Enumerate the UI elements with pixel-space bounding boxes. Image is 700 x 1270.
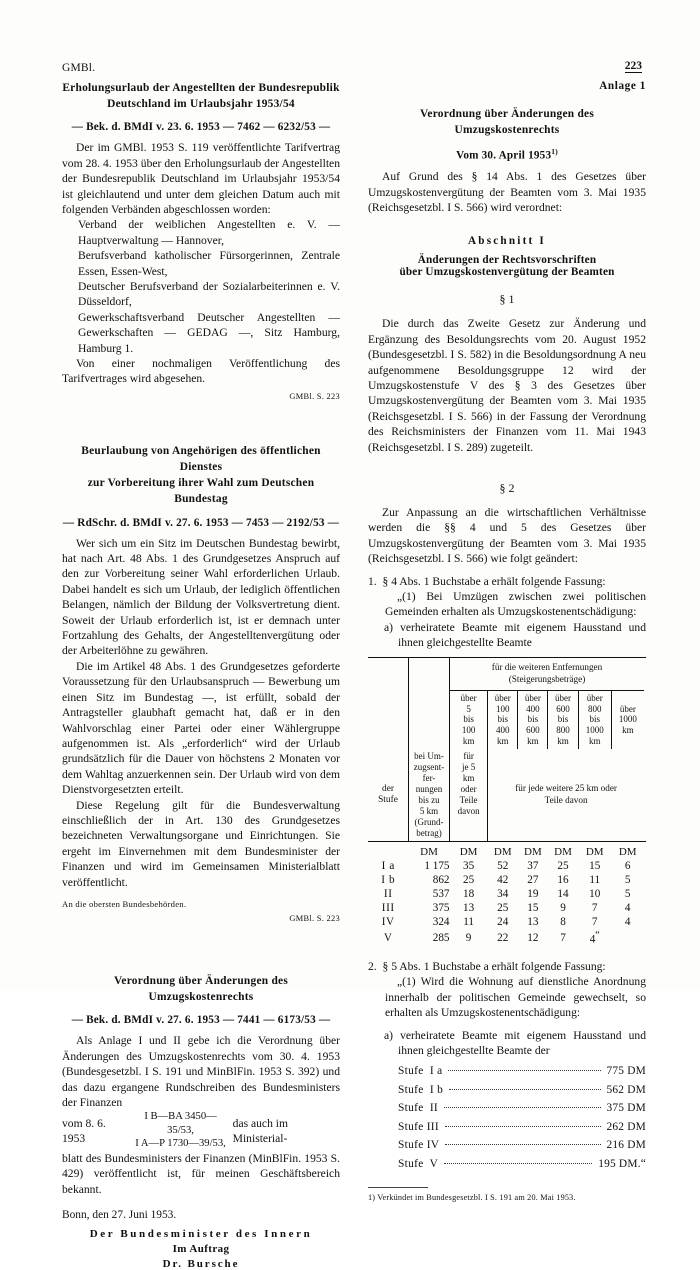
right-column — [368, 80, 646, 1204]
footnote-rule — [368, 1187, 428, 1188]
table-col-head-4: über 600 bis 800 km — [548, 690, 578, 749]
table-unit-cell: DM — [420, 846, 438, 859]
row-cell: 8 — [560, 916, 566, 929]
left-column — [62, 80, 340, 1270]
article3-reference: — Bek. d. BMdI v. 27. 6. 1953 — 7441 — 6173/53 — — [71, 1014, 331, 1027]
signature-order: Im Auftrag — [172, 1243, 230, 1256]
row-cell: 7 — [560, 932, 566, 944]
stufe-amount: 262 DM — [606, 1120, 646, 1133]
row-cell: 13 — [527, 916, 539, 929]
item-2 — [368, 959, 646, 974]
stufe-label: Stufe V — [398, 1157, 439, 1170]
article1-list-item: Deutscher Berufsverband der Sozialarbeiterinnen e. V. Düsseldorf, — [78, 280, 340, 309]
article-verordnung-bekanntmachung — [62, 973, 340, 1270]
stufe-amount: 375 DM — [606, 1102, 646, 1115]
stufe-amount: 195 DM.“ — [598, 1157, 646, 1170]
abschnitt-title — [368, 254, 646, 278]
signature-name: Dr. Bursche — [162, 1258, 240, 1270]
list-item — [398, 1118, 646, 1136]
span-title-line2: (Steigerungsbeträge) — [508, 673, 586, 684]
row-cell: 25 — [497, 902, 509, 915]
row-cell: 18 — [463, 888, 475, 901]
table-row — [368, 901, 646, 915]
dot-leader — [445, 1126, 601, 1127]
row-cell: 25 — [557, 860, 569, 873]
row-stufe: IV — [381, 916, 395, 929]
article1-paragraph-1: Der im GMBl. 1953 S. 119 veröffentlichte Tarifvertrag vom 28. 4. 1953 über den Erholungsurlaub der Angestellten der Bundesrepublik Deutschland im Urlaubsjahr 1953/54 ist gleichlautend und unter dem gleichen Datum auch mit folgenden Verbänden abgeschlossen worden: — [62, 141, 340, 216]
running-head: GMBl. — [62, 62, 96, 74]
closing-quote: “ — [595, 930, 600, 942]
table-col-head-1: über 5 bis 100 km — [450, 690, 488, 749]
page-number: 223 — [624, 60, 642, 72]
item-1 — [368, 574, 646, 589]
list-item — [398, 1155, 646, 1173]
verordnung-preamble: Auf Grund des § 14 Abs. 1 des Gesetzes über Umzugskostenvergütung der Beamten vom 3. Mai 1935 (Reichsgesetzbl. I S. 566) wird verordnet: — [368, 170, 646, 214]
stufe-label: Stufe III — [398, 1120, 439, 1133]
table-unit-row — [368, 842, 646, 860]
row-cell: 19 — [527, 888, 539, 901]
abschnitt-title-line2: über Umzugskostenvergütung der Beamten — [399, 266, 615, 279]
paragraph-2-text: Zur Anpassung an die wirtschaftlichen Verhältnisse werden die §§ 4 und 5 des Gesetzes über Umzugskostenvergütung der Beamten vom 3. Mai 1935 (Reichsgesetzbl. I S. 566) wie folgt geändert: — [368, 505, 646, 566]
list-item — [398, 1062, 646, 1080]
umzugskosten-rate-table — [368, 657, 646, 947]
row-cell: 16 — [557, 874, 569, 887]
article3-date: vom 8. 6. 1953 — [62, 1116, 106, 1145]
row-cell: 537 — [432, 888, 450, 901]
paragraph-1-text: Die durch das Zweite Gesetz zur Änderung und Ergänzung des Besoldungsrechts vom 20. August 1952 (Bundesgesetzbl. I S. 582) in die Besoldungsordnung A neu aufgenommene Besoldungsgruppe 12 wird der Umzugskostenstufe V des § 3 des Gesetzes über Umzugskostenvergütung der Beamten vom 3. Mai 1935 (Reichsgesetzbl. I S. 566) in der Fassung der Verordnung des Reichsministers der Finanzen vom 11. Mai 1943 (Reichsgesetzbl. I S. 289) zugeteilt. — [368, 317, 646, 454]
stufe-amount: 216 DM — [606, 1139, 646, 1152]
article3-place-date: Bonn, den 27. Juni 1953. — [62, 1209, 177, 1222]
row-stufe: II — [383, 888, 393, 901]
stufe-label: Stufe IV — [398, 1139, 440, 1152]
row-cell: 15 — [589, 860, 601, 873]
footnote-marker: 1) — [551, 147, 558, 157]
row-cell: 375 — [432, 902, 450, 915]
row-cell-value: 4 — [589, 933, 596, 946]
item-1-alpha-a: a) verheiratete Beamte mit eigenem Hausstand und ihnen gleichgestellte Beamte — [384, 620, 646, 650]
table-unit-cell: DM — [493, 846, 512, 859]
article2-title-line2: zur Vorbereitung ihrer Wahl zum Deutschen Bundestag — [87, 477, 315, 506]
span-title-line1: für die weiteren Entfernungen — [491, 661, 603, 672]
article2-paragraph-2: Die im Artikel 48 Abs. 1 des Grundgesetzes geforderte Voraussetzung für den Urlaubsanspruch — Bewerbung um einen Sitz im Bundestag —, ist erfüllt, sobald der Antragsteller glaubhaft gemacht hat, daß er in den Wahlvorschlag einer Partei oder einer Wählergruppe aufgenommen ist. Als „erforderlich“ wird der Urlaub grundsätzlich für die Dauer von höchstens 2 Monaten vor dem Wahltag anzuerkennen sein. Der Urlaub wird von dem Dienstvorgesetzten erteilt. — [62, 659, 340, 797]
row-cell: 10 — [589, 888, 601, 901]
stufe-head-line2: Stufe — [378, 795, 398, 806]
article1-list-item: Berufsverband katholischer Fürsorgerinnen, Zentrale Essen, Essen-West, — [78, 249, 340, 278]
table-row — [368, 929, 646, 947]
article1-source: GMBl. S. 223 — [289, 391, 340, 401]
stufe-label: Stufe I a — [398, 1065, 443, 1078]
stufe-amount: 775 DM — [606, 1065, 646, 1078]
table-row — [368, 887, 646, 901]
dot-leader — [449, 1089, 600, 1090]
dot-leader — [444, 1107, 600, 1108]
stufe-head-line1: der — [382, 783, 394, 794]
row-cell: 9 — [560, 902, 566, 915]
article3-file-refs — [133, 1110, 227, 1151]
row-cell: 42 — [497, 874, 509, 887]
dot-leader — [444, 1163, 592, 1164]
article3-paragraph-1b: das auch im Ministerial- — [232, 1116, 289, 1145]
article3-title: Verordnung über Änderungen des Umzugskostenrechts — [113, 974, 289, 1004]
increment-rest-line1: für jede weitere 25 km oder — [515, 783, 617, 794]
table-base-col-head: bei Um- zugsent- fer- nungen bis zu 5 km (Grund- betrag) — [409, 749, 450, 841]
row-cell: 5 — [624, 888, 631, 901]
article2-paragraph-1: Wer sich um ein Sitz im Deutschen Bundestag bewirbt, hat nach Art. 48 Abs. 1 des Grundgesetzes Anspruch auf den zur Vorbereitung seiner Wahl erforderlichen Urlaub. Dabei handelt es sich um Urlaub, der lediglich öffentlichen Belangen, nämlich der Bildung der Volksvertretung dient. Soweit der Urlaub erforderlich ist, ist er demnach unter Fortzahlung des Gehalts, der Angestelltenvergütung oder der Arbeiterlöhne zu gewähren. — [62, 536, 340, 658]
row-stufe: I a — [381, 860, 395, 873]
table-unit-cell: DM — [585, 846, 604, 859]
stufe-label: Stufe II — [398, 1102, 439, 1115]
item-1-quote: „(1) Bei Umzügen zwischen zwei politischen Gemeinden erhalten als Umzugskostenentschädigung: — [385, 590, 646, 619]
table-col-head-6: über 1000 km — [618, 703, 637, 736]
article1-title-line1: Erholungsurlaub der Angestellten der Bundesrepublik — [62, 82, 340, 94]
article1-paragraph-2: Von einer nochmaligen Veröffentlichung des Tarifvertrages wird abgesehen. — [62, 357, 340, 386]
abschnitt-title-line1: Änderungen der Rechtsvorschriften — [417, 254, 597, 267]
footnote-text: 1) Verkündet im Bundesgesetzbl. I S. 191 am 20. Mai 1953. — [368, 1193, 576, 1203]
row-stufe: III — [381, 902, 395, 915]
list-item — [398, 1081, 646, 1099]
row-cell: 13 — [463, 902, 475, 915]
verordnung-date — [368, 147, 646, 162]
article3-reference-stack-line — [62, 1110, 340, 1151]
list-item — [398, 1136, 646, 1154]
increment-rest-line2: Teile davon — [544, 795, 588, 806]
article3-paragraph-1c: blatt des Bundesministers der Finanzen (MinBlFin. 1953 S. 429) veröffentlicht ist, für meinen Geschäftsbereich bekannt. — [62, 1152, 340, 1196]
row-cell: 6 — [624, 860, 631, 873]
dot-leader — [445, 1144, 600, 1145]
row-cell: 324 — [432, 916, 450, 929]
item-2-label: 2. — [368, 959, 377, 973]
stufe-amount: 562 DM — [606, 1083, 646, 1096]
paragraph-1-mark: § 1 — [499, 292, 515, 307]
article2-addressee: An die obersten Bundesbehörden. — [62, 898, 187, 909]
table-col-head-3: über 400 bis 600 km — [518, 690, 548, 749]
row-stufe: V — [383, 932, 393, 944]
verordnung-date-text: Vom 30. April 1953 — [456, 150, 552, 163]
article1-title-line2: Deutschland im Urlaubsjahr 1953/54 — [107, 98, 295, 111]
article-beurlaubung — [62, 443, 340, 923]
row-cell: 7 — [591, 902, 598, 915]
signature-office: Der Bundesminister des Innern — [89, 1228, 313, 1241]
row-cell: 52 — [497, 860, 509, 873]
article2-title — [62, 443, 340, 508]
verordnung-title: Verordnung über Änderungen des Umzugskostenrechts — [419, 108, 595, 137]
row-cell: 37 — [527, 860, 539, 873]
article3-file-ref-2: I A—P 1730—39/53, — [135, 1138, 226, 1150]
stufe-amount-list — [368, 1062, 646, 1173]
article1-list-item: Gewerkschaftsverband Deutscher Angestellten — Gewerkschaften — GEDAG —, Sitz Hamburg, Hamburg 1. — [78, 310, 340, 355]
row-cell: 24 — [497, 916, 509, 929]
item-2-alpha-a: a) verheiratete Beamte mit eigenem Hausstand und ihnen gleichgestellte Beamte der — [384, 1028, 646, 1057]
row-cell: 5 — [624, 874, 631, 887]
table-unit-cell: DM — [459, 846, 478, 859]
row-cell: 34 — [497, 888, 509, 901]
row-cell: 25 — [463, 874, 475, 887]
row-cell: 4 — [624, 902, 631, 915]
table-row — [368, 915, 646, 929]
row-cell: 862 — [432, 874, 450, 887]
row-cell: 35 — [463, 860, 475, 873]
table-increment-row — [368, 749, 646, 841]
anlage-label: Anlage 1 — [599, 80, 646, 92]
article2-reference: — RdSchr. d. BMdI v. 27. 6. 1953 — 7453 — 2192/53 — — [62, 516, 340, 529]
table-row — [368, 873, 646, 887]
row-cell: 14 — [557, 888, 569, 901]
dot-leader — [448, 1070, 600, 1071]
article2-paragraph-3: Diese Regelung gilt für die Bundesverwaltung einschließlich der in Art. 130 des Grundgesetzes bezeichneten Verwaltungsorgane und Einrichtungen. Sie ergeht im Einvernehmen mit dem Bundesminister der Finanzen und wird im Gemeinsamen Ministerialblatt veröffentlicht. — [62, 798, 340, 889]
article3-paragraph-1a: Als Anlage I und II gebe ich die Verordnung über Änderungen des Umzugskostenrechts vom 30. 4. 1953 (Bundesgesetzbl. I S. 191 und MinBlFin. 1953 S. 392) und das dazu ergangene Rundschreiben des Bundesministers der Finanzen — [62, 1034, 340, 1109]
item-1-label: 1. — [368, 574, 377, 588]
article-erholungsurlaub — [62, 80, 340, 401]
article1-list-item: Verband der weiblichen Angestellten e. V. — Hauptverwaltung — Hannover, — [78, 218, 340, 247]
table-row — [368, 859, 646, 873]
table-stufe-head — [368, 749, 409, 841]
article1-title — [62, 80, 340, 112]
row-cell: 22 — [497, 932, 509, 944]
row-cell: 9 — [465, 932, 472, 944]
row-cell: 11 — [589, 874, 601, 887]
table-unit-cell: DM — [618, 846, 637, 859]
row-cell — [578, 929, 611, 947]
row-cell: 15 — [527, 902, 539, 915]
article2-source: GMBl. S. 223 — [289, 913, 340, 923]
article3-file-ref-1: I B—BA 3450—35/53, — [144, 1111, 217, 1136]
item-2-text: § 5 Abs. 1 Buchstabe a erhält folgende Fassung: — [382, 959, 606, 973]
article1-reference: — Bek. d. BMdI v. 23. 6. 1953 — 7462 — 6232/53 — — [71, 121, 331, 134]
table-unit-cell: DM — [524, 846, 542, 859]
row-cell: 4 — [624, 916, 631, 929]
stufe-label: Stufe I b — [398, 1083, 444, 1096]
row-cell: 27 — [527, 874, 539, 887]
item-2-quote: „(1) Wird die Wohnung auf dienstliche Anordnung innerhalb der politischen Gemeinde gewechselt, so erhalten als Umzugskostenentschädigung: — [385, 975, 646, 1020]
row-cell: 1 175 — [424, 860, 450, 873]
item-1-text: § 4 Abs. 1 Buchstabe a erhält folgende Fassung: — [382, 574, 606, 588]
list-item — [398, 1099, 646, 1117]
table-unit-cell: DM — [554, 846, 572, 859]
table-span-title — [450, 657, 645, 690]
row-cell: 285 — [432, 932, 450, 944]
row-cell: 12 — [527, 932, 539, 944]
table-col-head-5: über 800 bis 1000 km — [578, 690, 611, 749]
table-increment-rest — [488, 749, 644, 841]
article2-title-line1: Beurlaubung von Angehörigen des öffentlichen Dienstes — [81, 444, 321, 474]
row-cell: 7 — [591, 916, 598, 929]
table-header-span-row — [368, 657, 646, 690]
table-col-head-2: über 100 bis 400 km — [488, 690, 518, 749]
table-increment-first: für je 5 km oder Teile davon — [450, 749, 488, 841]
row-cell: 11 — [463, 916, 474, 929]
abschnitt-label: Abschnitt I — [468, 235, 546, 248]
paragraph-2-mark: § 2 — [499, 480, 515, 495]
row-stufe: I b — [381, 874, 396, 887]
